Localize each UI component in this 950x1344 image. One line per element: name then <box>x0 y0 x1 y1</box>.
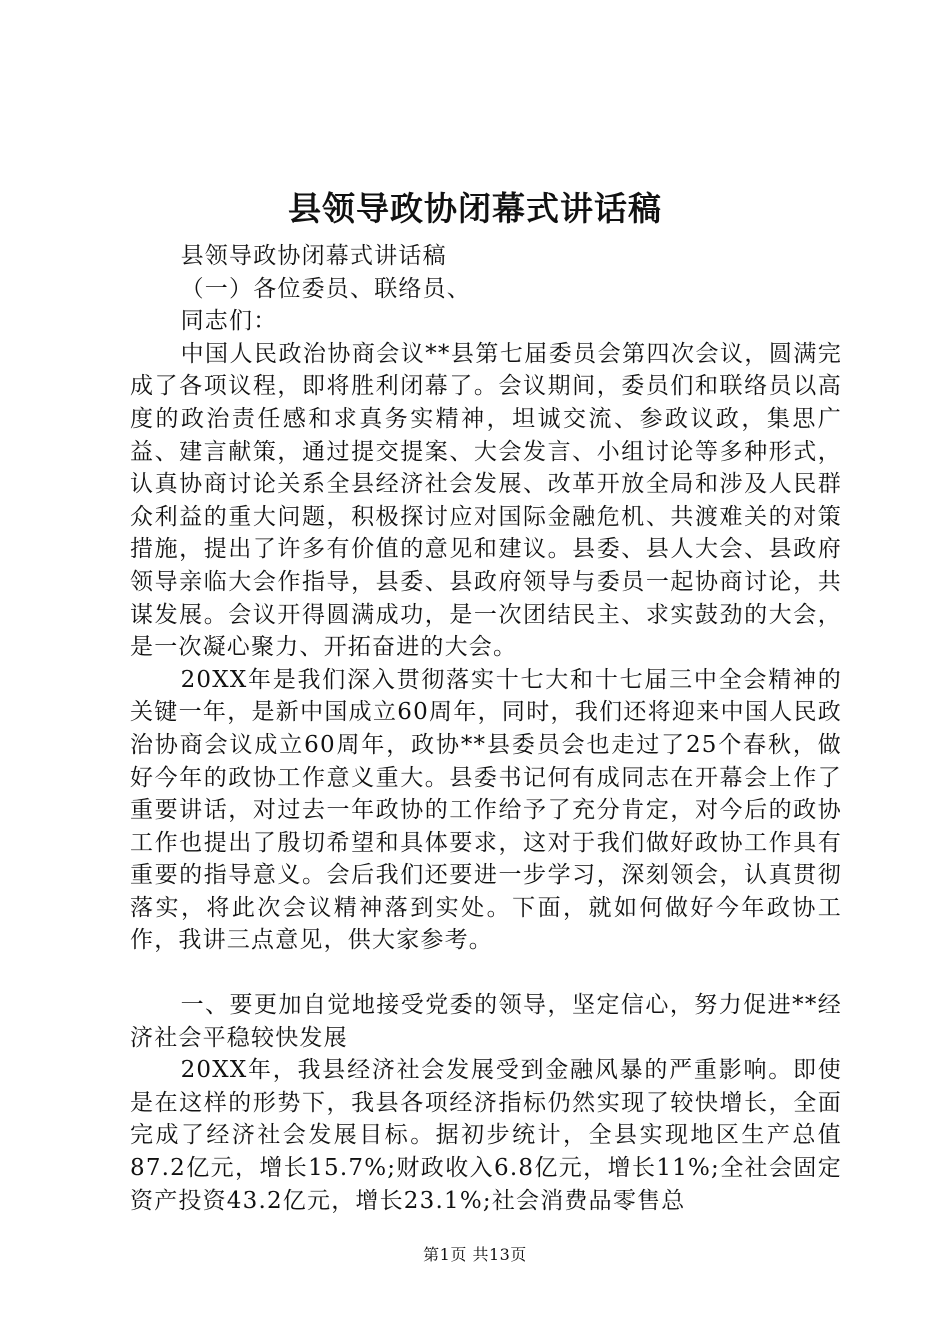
body-paragraph: 中国人民政治协商会议**县第七届委员会第四次会议，圆满完成了各项议程，即将胜利闭幕了。会议期间，委员们和联络员以高度的政治责任感和求真务实精神，坦诚交流、参政议政，集思广益、建言献策，通过提交提案、大会发言、小组讨论等多种形式，认真协商讨论关系全县经济社会发展、改革开放全局和涉及人民群众利益的重大问题，积极探讨应对国际金融危机、共渡难关的对策措施，提出了许多有价值的意见和建议。县委、县人大会、县政府领导亲临大会作指导，县委、县政府领导与委员一起协商讨论，共谋发展。会议开得圆满成功，是一次团结民主、求实鼓劲的大会，是一次凝心聚力、开拓奋进的大会。 <box>130 340 842 661</box>
body-paragraph: 同志们： <box>180 308 278 335</box>
document-body <box>130 240 842 1217</box>
body-paragraph: 县领导政协闭幕式讲话稿 <box>180 243 447 269</box>
page-number: 第1页 共13页 <box>423 1245 527 1264</box>
section-heading: 一、要更加自觉地接受党委的领导，坚定信心，努力促进**经济社会平稳较快发展 <box>130 992 842 1051</box>
document-title: 县领导政协闭幕式讲话稿 <box>288 189 662 228</box>
body-paragraph: 20XX年，我县经济社会发展受到金融风暴的严重影响。即使是在这样的形势下，我县各项经济指标仍然实现了较快增长，全面完成了经济社会发展目标。据初步统计，全县实现地区生产总值87.2亿元，增长15.7%;财政收入6.8亿元，增长11%;全社会固定资产投资43.2亿元，增长23.1%;社会消费品零售总 <box>130 1057 842 1214</box>
body-paragraph: （一）各位委员、联络员、 <box>180 275 471 302</box>
body-paragraph: 20XX年是我们深入贯彻落实十七大和十七届三中全会精神的关键一年，是新中国成立60周年，同时，我们还将迎来中国人民政治协商会议成立60周年，政协**县委员会也走过了25个春秋，做好今年的政协工作意义重大。县委书记何有成同志在开幕会上作了重要讲话，对过去一年政协的工作给予了充分肯定，对今后的政协工作也提出了殷切希望和具体要求，这对于我们做好政协工作具有重要的指导意义。会后我们还要进一步学习，深刻领会，认真贯彻落实，将此次会议精神落到实处。下面，就如何做好今年政协工作，我讲三点意见，供大家参考。 <box>130 666 842 954</box>
